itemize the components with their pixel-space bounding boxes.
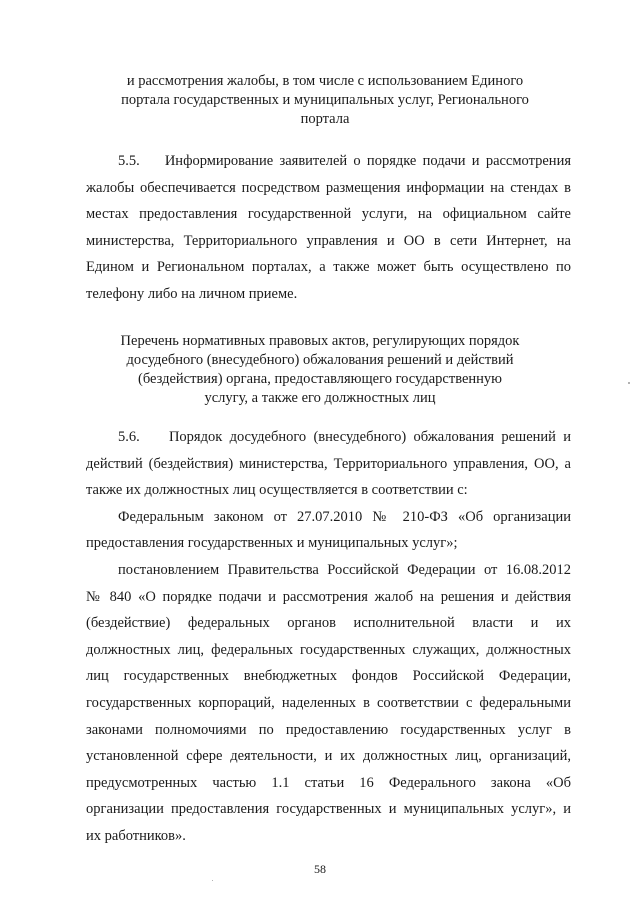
paragraph-line: установленной сфере деятельности, и их должностных лиц, организаций, [86, 748, 571, 765]
paragraph-line: их работников». [86, 827, 186, 844]
paragraph-line: Едином и Региональном порталах, а также может быть осуществлено по [86, 259, 571, 276]
paragraph-line: должностных лиц, федеральных государственных служащих, должностных [86, 641, 571, 658]
section-heading-legal-acts [90, 332, 550, 408]
paragraph-5-5 [86, 148, 571, 308]
paragraph-line: Федеральным законом от 27.07.2010 № 210-ФЗ «Об организации [118, 508, 571, 525]
paragraph-line: жалобы обеспечивается посредством размещения информации на стендах в [86, 179, 571, 196]
paragraph-line: 5.5. Информирование заявителей о порядке подачи и рассмотрения [118, 153, 571, 169]
paragraph-line: телефону либо на личном приеме. [86, 285, 298, 302]
scan-speck [212, 880, 213, 881]
paragraph-line: № 840 «О порядке подачи и рассмотрения жалоб на решения и действия [86, 588, 571, 605]
paragraph-line: местах предоставления государственной услуги, на официальном сайте [86, 206, 571, 223]
paragraph-line: постановлением Правительства Российской Федерации от 16.08.2012 [118, 561, 571, 578]
heading-line: портала государственных и муниципальных услуг, Регионального [121, 92, 529, 108]
section-heading-complaint-portal [90, 72, 560, 129]
heading-line: Перечень нормативных правовых актов, регулирующих порядок [120, 333, 520, 349]
heading-line: досудебного (внесудебного) обжалования решений и действий [126, 352, 514, 368]
paragraph-line: действий (бездействия) министерства, Территориального управления, ОО, а [86, 455, 571, 472]
paragraph-line: (бездействие) федеральных органов исполнительной власти и их [86, 615, 571, 632]
paragraph-line: государственных корпораций, наделенных в соответствии с федеральными [86, 694, 571, 711]
paragraph-5-6 [86, 424, 571, 850]
heading-line: портала [300, 111, 350, 127]
paragraph-line: 5.6. Порядок досудебного (внесудебного) обжалования решений и [118, 429, 571, 445]
paragraph-line: лиц государственных внебюджетных фондов Российской Федерации, [86, 668, 571, 685]
heading-line: и рассмотрения жалобы, в том числе с использованием Единого [126, 73, 524, 89]
paragraph-line: предусмотренных частью 1.1 статьи 16 Федерального закона «Об [86, 774, 571, 791]
paragraph-line: также их должностных лиц осуществляется в соответствии с: [86, 482, 468, 499]
paragraph-line: министерства, Территориального управления и ОО в сети Интернет, на [86, 232, 571, 249]
heading-line: (бездействия) органа, предоставляющего государственную [138, 371, 502, 387]
paragraph-line: организации предоставления государственных и муниципальных услуг», и [86, 801, 571, 818]
paragraph-line: законами полномочиями по предоставлению государственных услуг в [86, 721, 571, 738]
heading-line: услугу, а также его должностных лиц [204, 390, 436, 406]
scan-speck [628, 382, 630, 384]
page-number: 58 [314, 862, 326, 876]
paragraph-line: предоставления государственных и муниципальных услуг»; [86, 535, 458, 552]
